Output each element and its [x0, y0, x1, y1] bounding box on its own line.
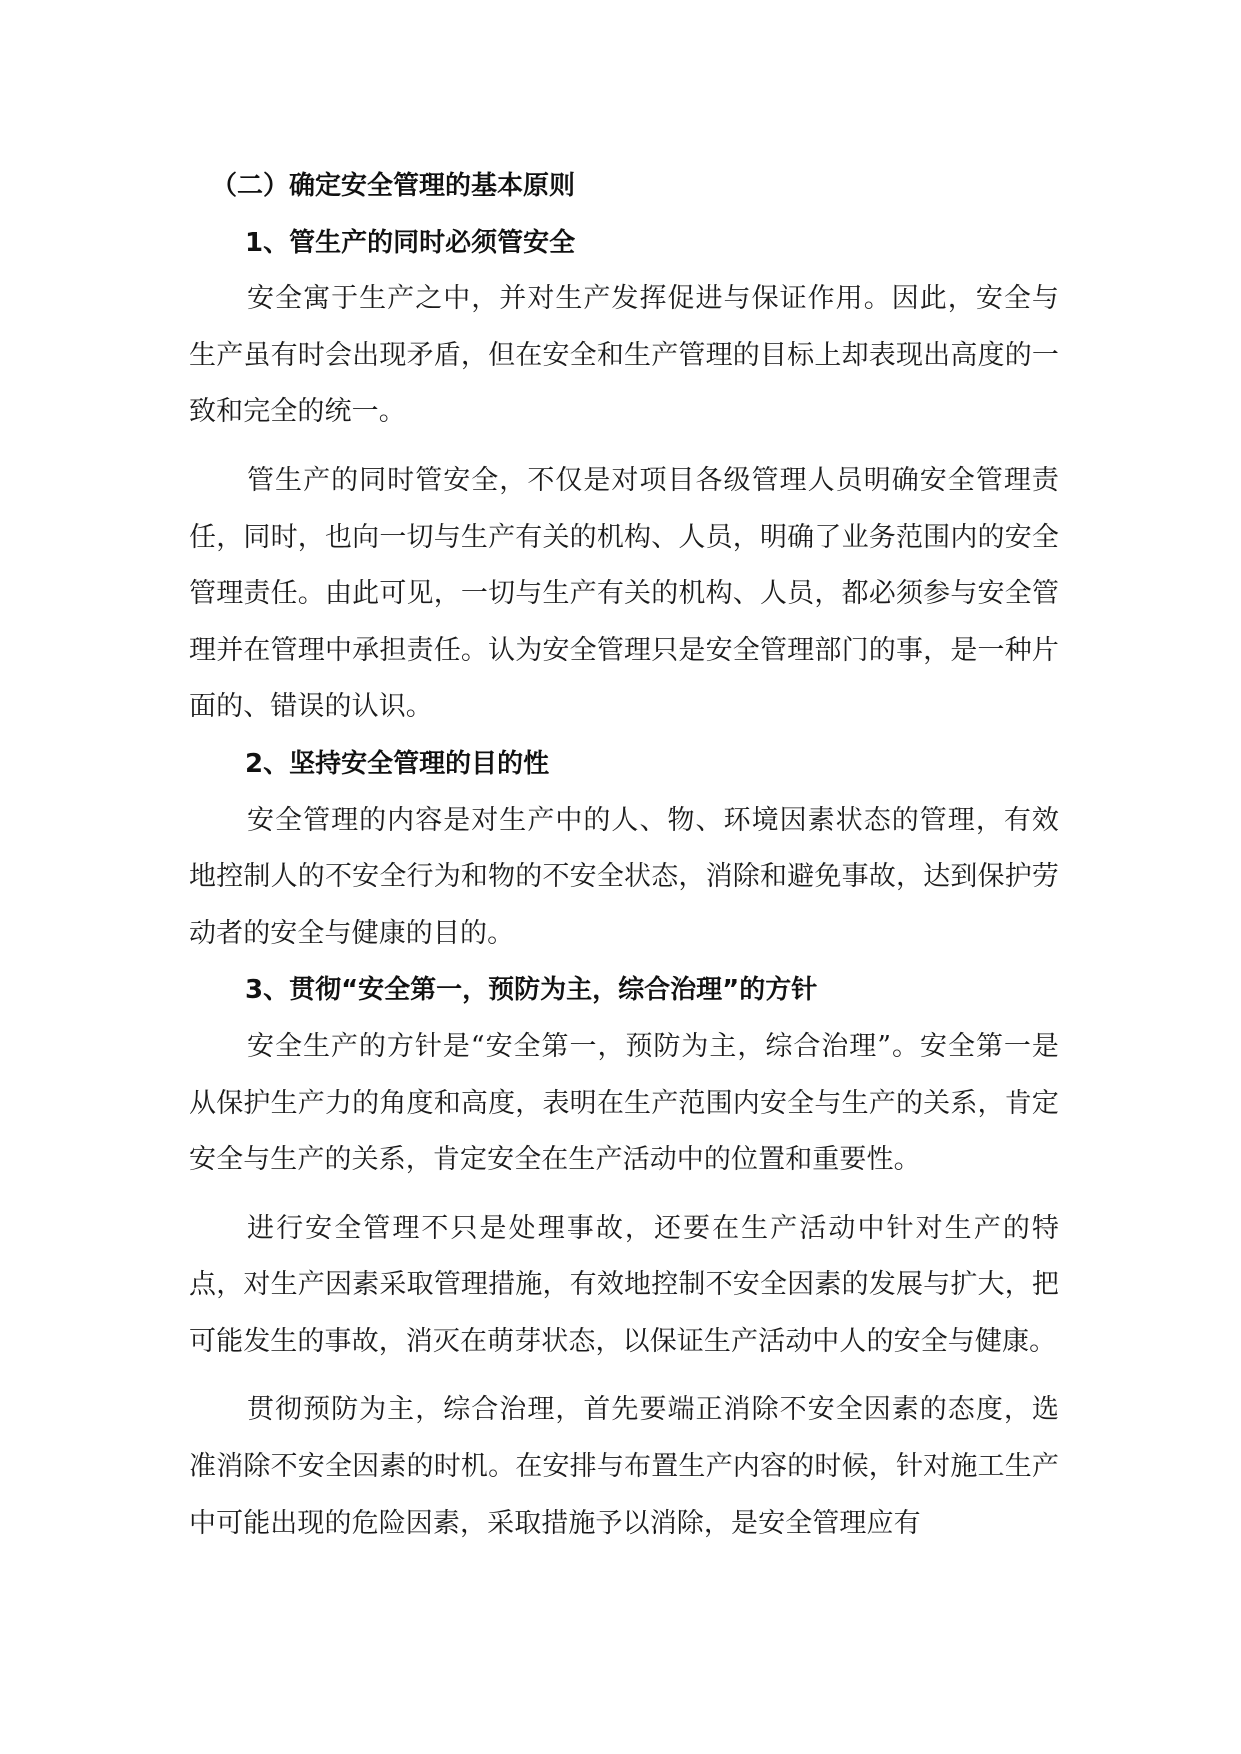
subheading-1: 1、管生产的同时必须管安全: [245, 227, 576, 258]
section-heading: （二）确定安全管理的基本原则: [211, 171, 576, 201]
paragraph-3-2: 进行安全管理不只是处理事故，还要在生产活动中针对生产的特点，对生产因素采取管理措施，有效地控制不安全因素的发展与扩大，把可能发生的事故，消灭在萌芽状态，以保证生产活动中人的安全与健康。: [189, 1212, 1059, 1357]
subheading-3: 3、贯彻“安全第一，预防为主，综合治理”的方针: [245, 975, 818, 1006]
paragraph-2-1: 安全管理的内容是对生产中的人、物、环境因素状态的管理，有效地控制人的不安全行为和物的不安全状态，消除和避免事故，达到保护劳动者的安全与健康的目的。: [189, 804, 1059, 949]
paragraph-1-1: 安全寓于生产之中，并对生产发挥促进与保证作用。因此，安全与生产虽有时会出现矛盾，但在安全和生产管理的目标上却表现出高度的一致和完全的统一。: [189, 283, 1059, 428]
paragraph-3-3: 贯彻预防为主，综合治理，首先要端正消除不安全因素的态度，选准消除不安全因素的时机。在安排与布置生产内容的时候，针对施工生产中可能出现的危险因素，采取措施予以消除，是安全管理应有: [189, 1394, 1059, 1539]
paragraph-gap: [189, 1189, 1059, 1201]
subheading-2: 2、坚持安全管理的目的性: [245, 748, 550, 779]
paragraph-3-1: 安全生产的方针是“安全第一，预防为主，综合治理”。安全第一是从保护生产力的角度和高度，表明在生产范围内安全与生产的关系，肯定安全与生产的关系，肯定安全在生产活动中的位置和重要性。: [189, 1030, 1059, 1176]
document-body: [189, 158, 1059, 1552]
paragraph-gap: [189, 1370, 1059, 1382]
paragraph-1-2: 管生产的同时管安全，不仅是对项目各级管理人员明确安全管理责任，同时，也向一切与生产有关的机构、人员，明确了业务范围内的安全管理责任。由此可见，一切与生产有关的机构、人员，都必须参与安全管理并在管理中承担责任。认为安全管理只是安全管理部门的事，是一种片面的、错误的认识。: [189, 464, 1059, 723]
paragraph-gap: [189, 441, 1059, 453]
